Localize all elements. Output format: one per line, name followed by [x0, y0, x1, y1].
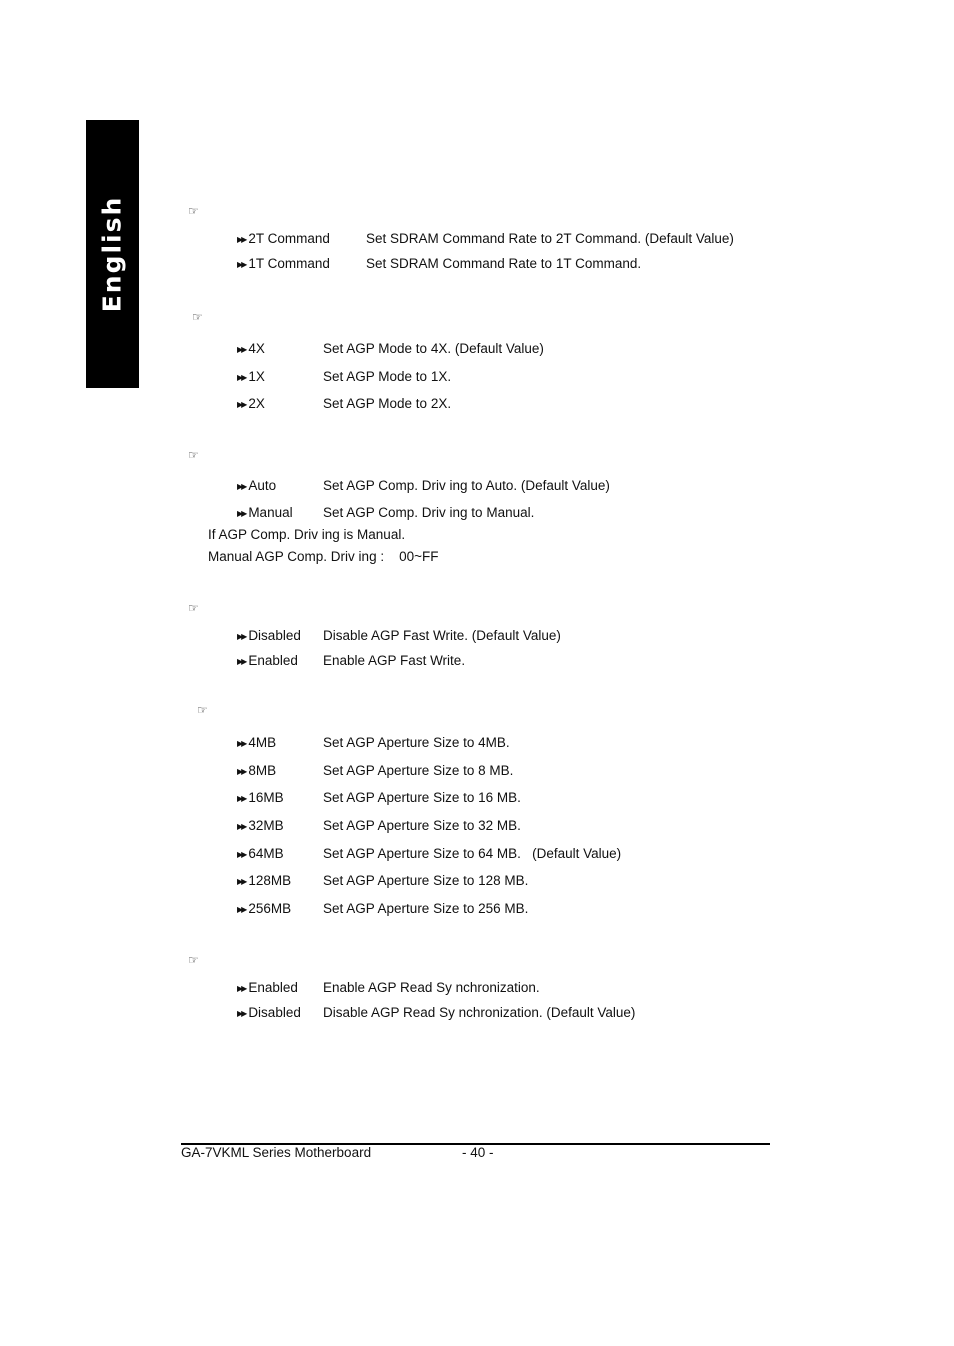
pointing-hand-icon: ☞	[192, 310, 203, 324]
option-label: 32MB	[248, 818, 284, 833]
double-arrow-icon: ▶▶	[237, 509, 246, 518]
option-description: Set AGP Aperture Size to 32 MB.	[323, 818, 521, 833]
option-description: Set AGP Mode to 4X. (Default Value)	[323, 341, 544, 356]
double-arrow-icon: ▶▶	[237, 794, 246, 803]
page-number: - 40 -	[462, 1145, 494, 1160]
option-label: 4X	[248, 341, 265, 356]
option-label: 8MB	[248, 763, 277, 778]
double-arrow-icon: ▶▶	[237, 482, 246, 491]
option-description: Set AGP Aperture Size to 16 MB.	[323, 790, 521, 805]
double-arrow-icon: ▶▶	[237, 345, 246, 354]
pointing-hand-icon: ☞	[188, 448, 199, 462]
footer-model: GA-7VKML Series Motherboard	[181, 1145, 372, 1160]
option-label: 256MB	[248, 901, 292, 916]
option-label: 64MB	[248, 846, 284, 861]
option-label: 4MB	[248, 735, 277, 750]
double-arrow-icon: ▶▶	[237, 905, 246, 914]
double-arrow-icon: ▶▶	[237, 373, 246, 382]
double-arrow-icon: ▶▶	[237, 739, 246, 748]
double-arrow-icon: ▶▶	[237, 984, 246, 993]
option-label: 128MB	[248, 873, 292, 888]
option-description: Set SDRAM Command Rate to 1T Command.	[366, 256, 642, 271]
option-description: Enable AGP Read Sy nchronization.	[323, 980, 540, 995]
note-text: Manual AGP Comp. Driv ing : 00~FF	[208, 549, 439, 564]
double-arrow-icon: ▶▶	[237, 632, 246, 641]
option-description: Set AGP Comp. Driv ing to Manual.	[323, 505, 535, 520]
option-label: 1T Command	[248, 256, 330, 271]
pointing-hand-icon: ☞	[188, 601, 199, 615]
option-label: 2T Command	[248, 231, 330, 246]
note-text: If AGP Comp. Driv ing is Manual.	[208, 527, 406, 542]
option-label: 16MB	[248, 790, 284, 805]
option-description: Disable AGP Read Sy nchronization. (Default Value)	[323, 1005, 636, 1020]
double-arrow-icon: ▶▶	[237, 767, 246, 776]
double-arrow-icon: ▶▶	[237, 1009, 246, 1018]
option-description: Set AGP Aperture Size to 64 MB. (Default Value)	[323, 846, 622, 861]
option-description: Set SDRAM Command Rate to 2T Command. (Default Value)	[366, 231, 734, 246]
option-description: Set AGP Mode to 2X.	[323, 396, 452, 411]
double-arrow-icon: ▶▶	[237, 657, 246, 666]
option-label: Disabled	[248, 628, 301, 643]
language-tab-label: English	[97, 195, 127, 313]
double-arrow-icon: ▶▶	[237, 850, 246, 859]
option-description: Set AGP Aperture Size to 256 MB.	[323, 901, 529, 916]
option-label: 1X	[248, 369, 265, 384]
option-description: Set AGP Comp. Driv ing to Auto. (Default Value)	[323, 478, 610, 493]
pointing-hand-icon: ☞	[188, 204, 199, 218]
option-label: Enabled	[248, 980, 298, 995]
double-arrow-icon: ▶▶	[237, 235, 246, 244]
option-description: Set AGP Aperture Size to 4MB.	[323, 735, 510, 750]
option-description: Set AGP Aperture Size to 128 MB.	[323, 873, 529, 888]
option-label: Manual	[248, 505, 293, 520]
option-description: Disable AGP Fast Write. (Default Value)	[323, 628, 561, 643]
double-arrow-icon: ▶▶	[237, 822, 246, 831]
double-arrow-icon: ▶▶	[237, 400, 246, 409]
option-label: Auto	[248, 478, 277, 493]
option-label: Disabled	[248, 1005, 301, 1020]
option-label: Enabled	[248, 653, 298, 668]
option-description: Set AGP Aperture Size to 8 MB.	[323, 763, 514, 778]
option-label: 2X	[248, 396, 265, 411]
option-description: Enable AGP Fast Write.	[323, 653, 466, 668]
language-side-tab	[86, 120, 139, 388]
option-description: Set AGP Mode to 1X.	[323, 369, 452, 384]
double-arrow-icon: ▶▶	[237, 260, 246, 269]
double-arrow-icon: ▶▶	[237, 877, 246, 886]
pointing-hand-icon: ☞	[197, 703, 208, 717]
pointing-hand-icon: ☞	[188, 953, 199, 967]
